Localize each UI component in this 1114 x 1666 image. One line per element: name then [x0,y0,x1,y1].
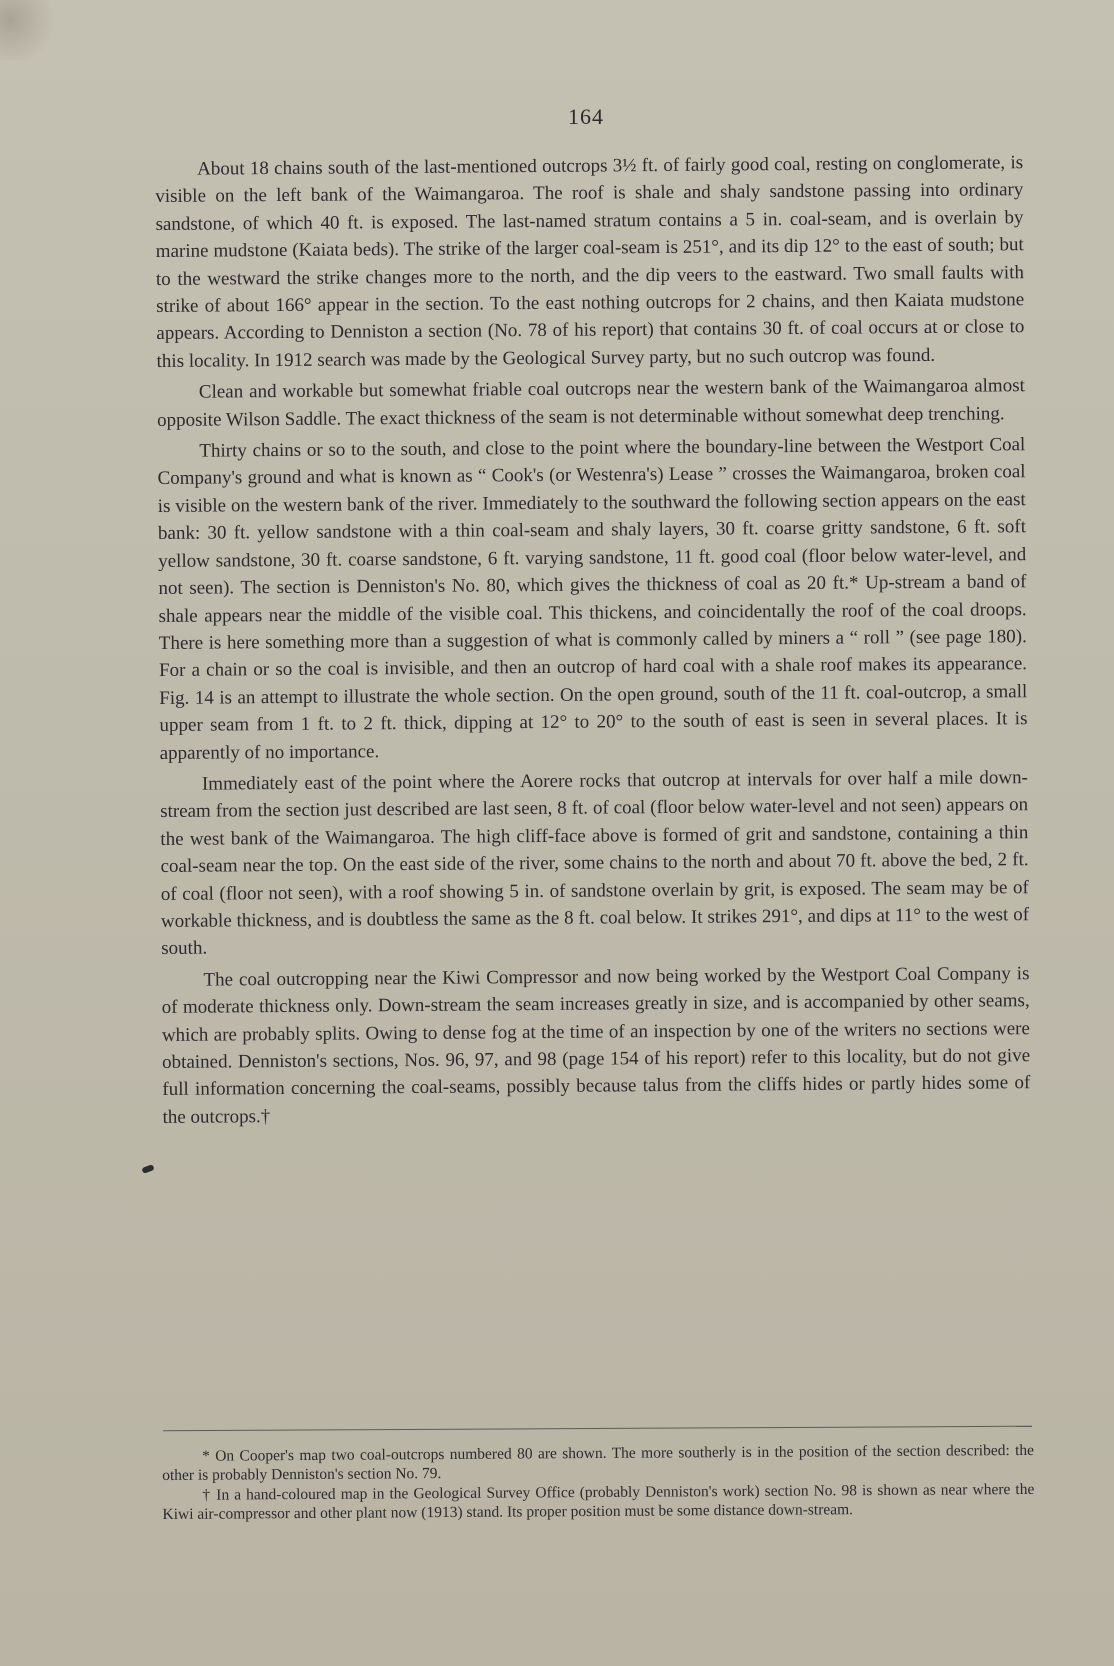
paragraph: The coal outcropping near the Kiwi Compressor and now being worked by the Westport Coal Company is of moderate thickness only. Down-stream the seam increases greatly in size, and is accompanied by other seams, which are probably splits. Owing to dense fog at the time of an inspection by one of the writers no sections were obtained. Denniston's sections, Nos. 96, 97, and 98 (page 154 of his report) refer to this locality, but do not give full information concerning the coal-seams, possibly because talus from the cliffs hides or partly hides some of the outcrops.† [161,962,1031,1128]
paragraph: Thirty chains or so to the south, and close to the point where the boundary-line between the Westport Coal Company's ground and what is known as “ Cook's (or Westenra's) Lease ” crosses the Waimangaroa, broken coal is visible on the western bank of the river. Immediately to the southward the following section appears on the east bank: 30 ft. yellow sandstone with a thin coal-seam and shaly layers, 30 ft. coarse gritty sandstone, 6 ft. soft yellow sandstone, 30 ft. coarse sandstone, 6 ft. varying sandstone, 11 ft. good coal (floor below water-level, and not seen). The section is Denniston's No. 80, which gives the thickness of coal as 20 ft.* Up-stream a band of shale appears near the middle of the visible coal. This thickens, and coincidentally the roof of the coal droops. There is here something more than a suggestion of what is commonly called by miners a “ roll ” (see page 180). For a chain or so the coal is invisible, and then an outcrop of hard coal with a shale roof makes its appearance. Fig. 14 is an attempt to illustrate the whole section. On the open ground, south of the 11 ft. coal-outcrop, a small upper seam from 1 ft. to 2 ft. thick, dipping at 12° to 20° to the south of east is seen in several places. It is apparently of no importance. [157,434,1028,764]
paragraph: About 18 chains south of the last-mentioned outcrops 3½ ft. of fairly good coal, resting on conglomerate, is visible on the left bank of the Waimangaroa. The roof is shale and shaly sandstone passing into ordinary sandstone, of which 40 ft. is exposed. The last-named stratum contains a 5 in. coal-seam, and is overlain by marine mudstone (Kaiata beds). The strike of the larger coal-seam is 251°, and its dip 12° to the east of south; but to the westward the strike changes more to the north, and the dip veers to the eastward. Two small faults with strike of about 166° appear in the section. To the east nothing outcrops for 2 chains, and then Kaiata mudstone appears. According to Denniston a section (No. 78 of his report) that contains 30 ft. of coal occurs at or close to this locality. In 1912 search was made by the Geological Survey party, but no such outcrop was found. [155,152,1025,372]
footnote-divider [163,1426,1032,1432]
paragraph: Immediately east of the point where the Aorere rocks that outcrop at intervals for over half a mile down-stream from the section just described are last seen, 8 ft. of coal (floor below water-level and not seen) appears on the west bank of the Waimangaroa. The high cliff-face above is formed of grit and sandstone, containing a thin coal-seam near the top. On the east side of the river, some chains to the north and about 70 ft. above the bed, 2 ft. of coal (floor not seen), with a roof showing 5 in. of sandstone overlain by grit, is exposed. The seam may be of workable thickness, and is doubtless the same as the 8 ft. coal below. It strikes 291°, and dips at 11° to the west of south. [160,767,1030,960]
page-number: 164 [568,104,604,129]
body-text [155,149,1031,1135]
pencil-mark-icon [141,1164,154,1174]
paragraph: Clean and workable but somewhat friable coal outcrops near the western bank of the Waimangaroa almost opposite Wilson Saddle. The exact thickness of the seam is not determinable without somewhat deep trenching. [156,375,1025,431]
footnote: † In a hand-coloured map in the Geological Survey Office (probably Denniston's work) section No. 98 is shown as near where the Kiwi air-compressor and other plant now (1913) stand. Its proper position must be some distance down-stream. [162,1480,1035,1523]
paper-stain [0,0,60,60]
footnote: * On Cooper's map two coal-outcrops numbered 80 are shown. The more southerly is in the position of the section described: the other is probably Denniston's section No. 79. [162,1441,1035,1484]
footnotes [162,1442,1035,1526]
